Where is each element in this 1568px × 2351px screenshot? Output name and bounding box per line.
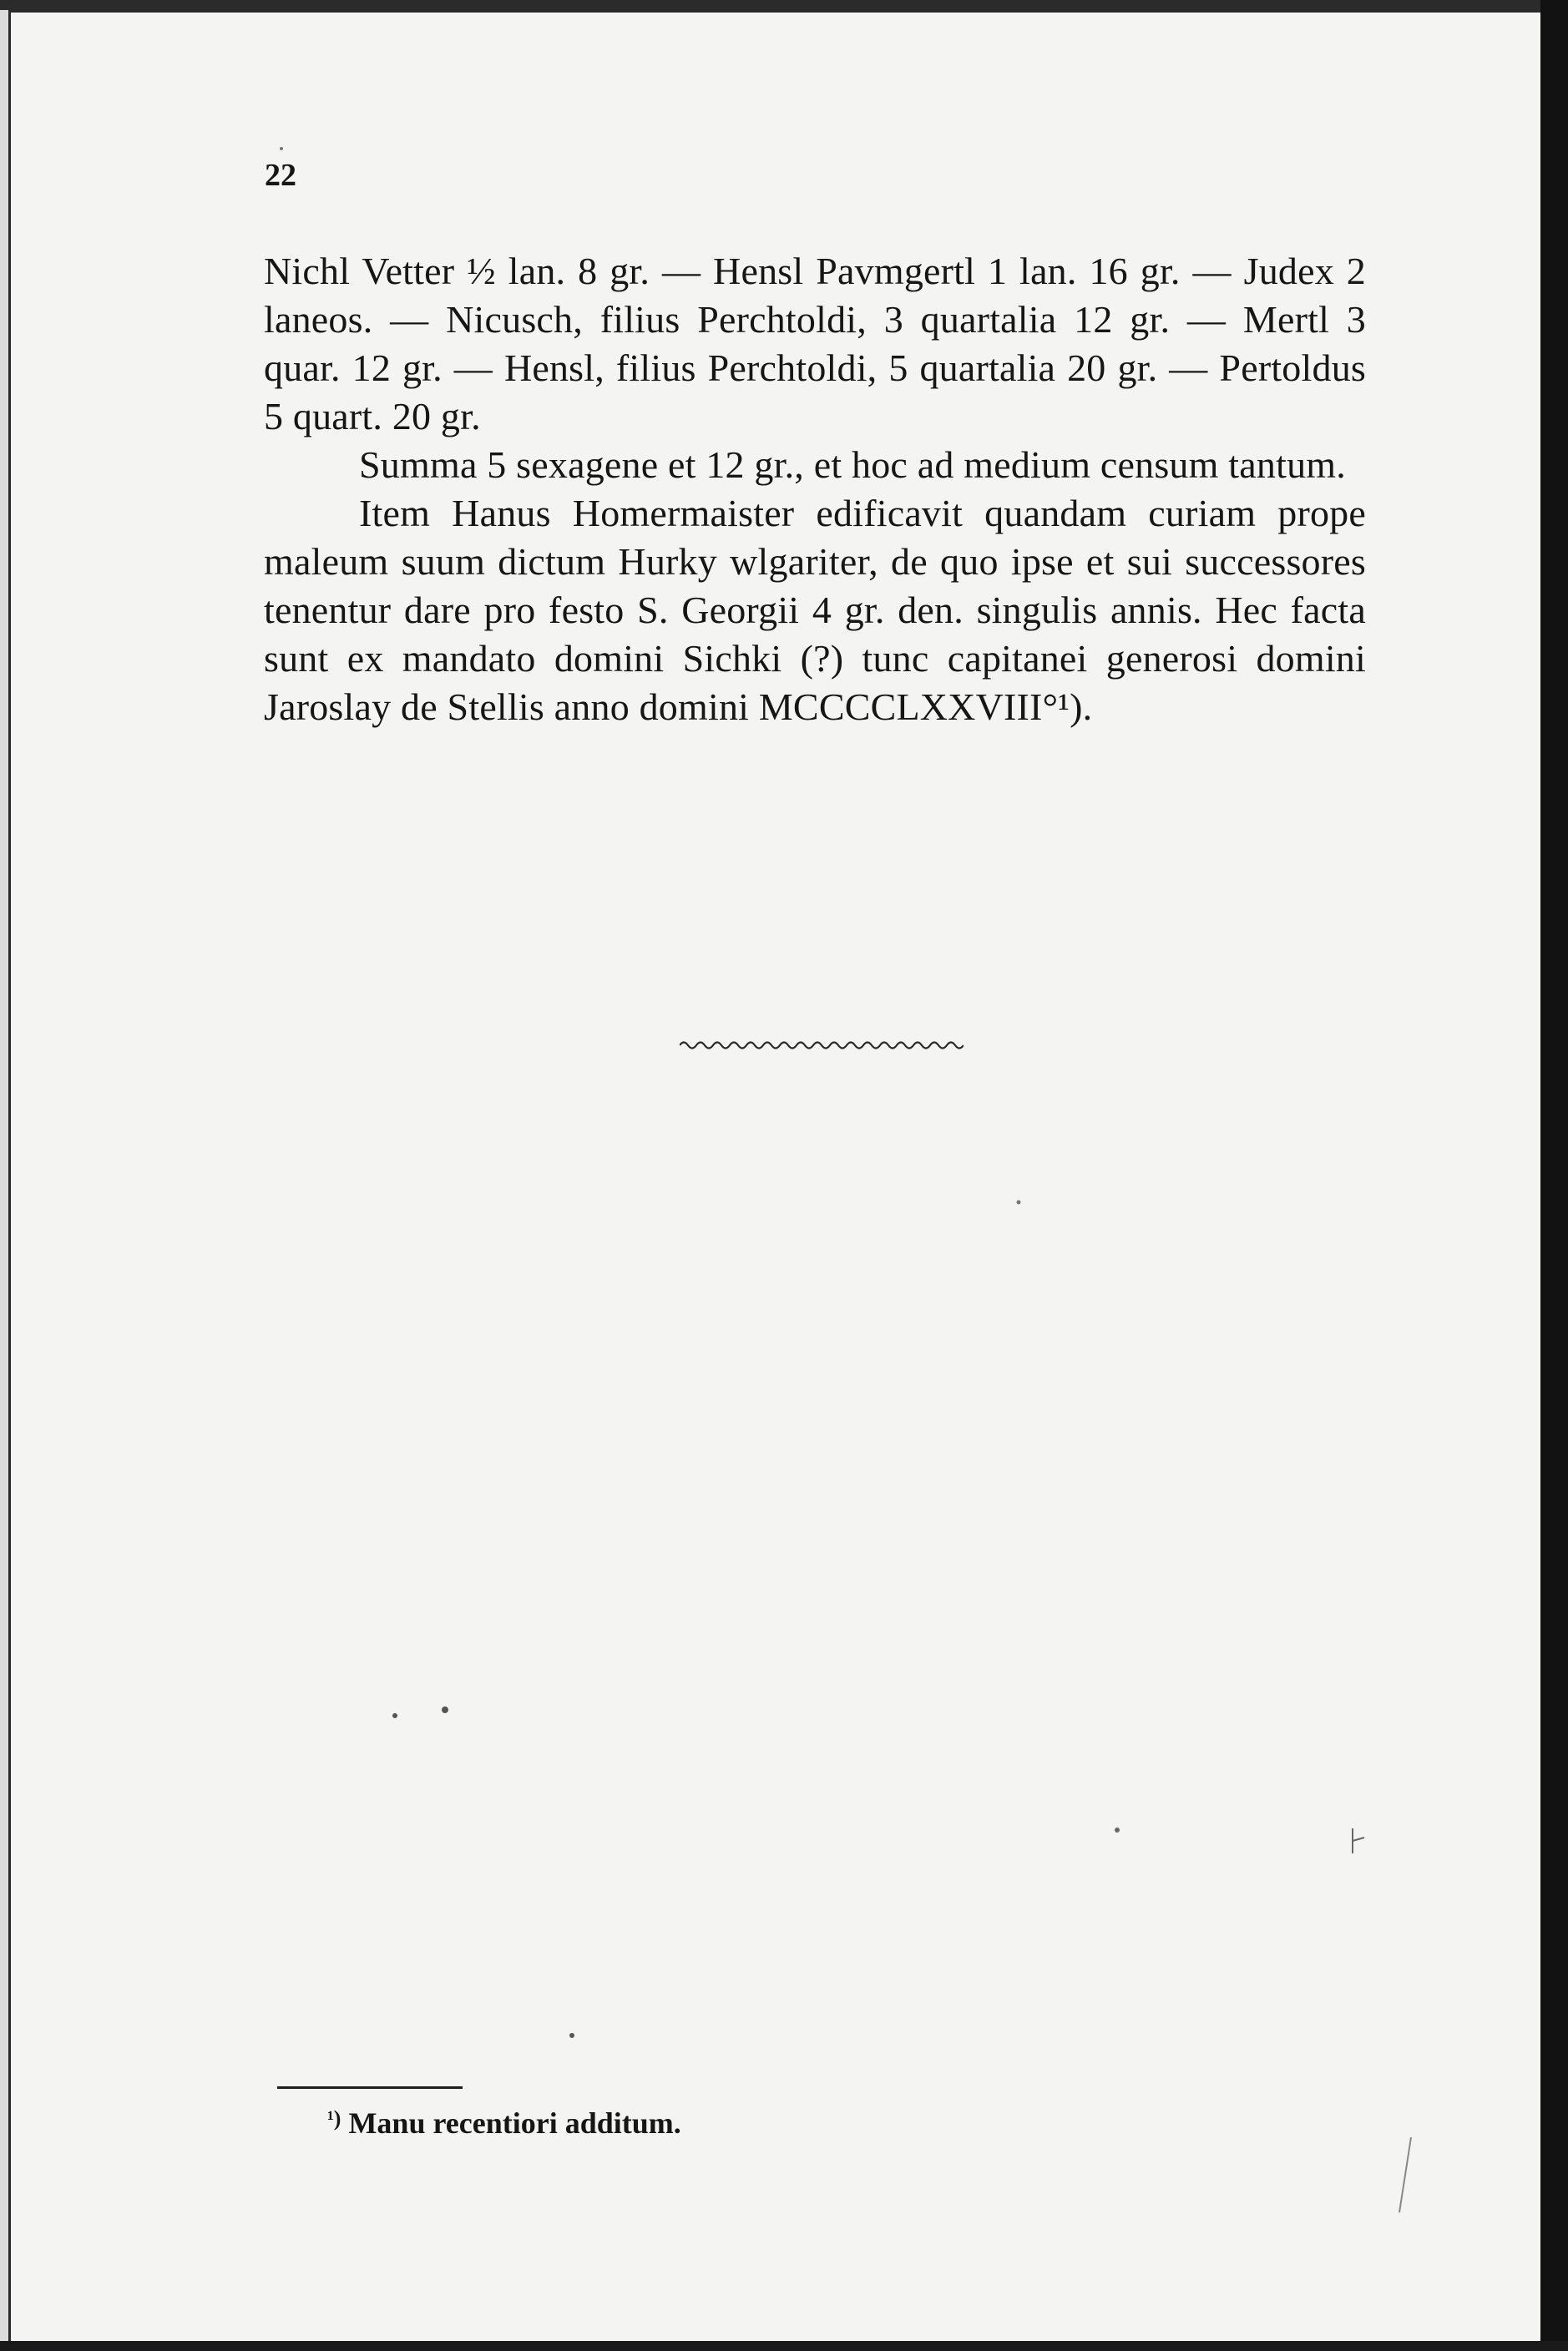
paragraph-summa: Summa 5 sexagene et 12 gr., et hoc ad medium censum tantum. [359,443,1346,486]
footnote-text: Manu recentiori additum. [348,2106,681,2140]
scan-bottom-edge [0,2341,1568,2351]
paragraph-census-list: Nichl Vetter ½ lan. 8 gr. — Hensl Pavmgertl 1 lan. 16 gr. — Judex 2 laneos. — Nicusch, filius Perchtoldi, 3 quartalia 12 gr. — Mertl 3 quar. 12 gr. — Hensl, filius Perchtoldi, 5 quartalia 20 gr. — Pertoldus 5 quart. 20 gr. [264,250,1366,437]
main-text [264,247,1366,731]
paragraph-item-hanus: Item Hanus Homermaister edificavit quandam curiam prope maleum suum dictum Hurky wlgariter, de quo ipse et sui successores tenentur dare pro festo S. Georgii 4 gr. den. singulis annis. Hec facta sunt ex mandato domini Sichki (?) tunc capitanei generosi domini Jaroslay de Stellis anno domini MCCCCLXXVIII°¹). [264,492,1366,728]
scan-top-edge [0,0,1568,10]
footnote [327,2106,681,2141]
footnote-separator [277,2086,463,2089]
scan-binding-edge [1540,0,1568,2351]
footnote-marker: ¹) [327,2106,341,2131]
wavy-divider-ornament [680,1035,964,1055]
page-number: 22 [265,158,296,193]
